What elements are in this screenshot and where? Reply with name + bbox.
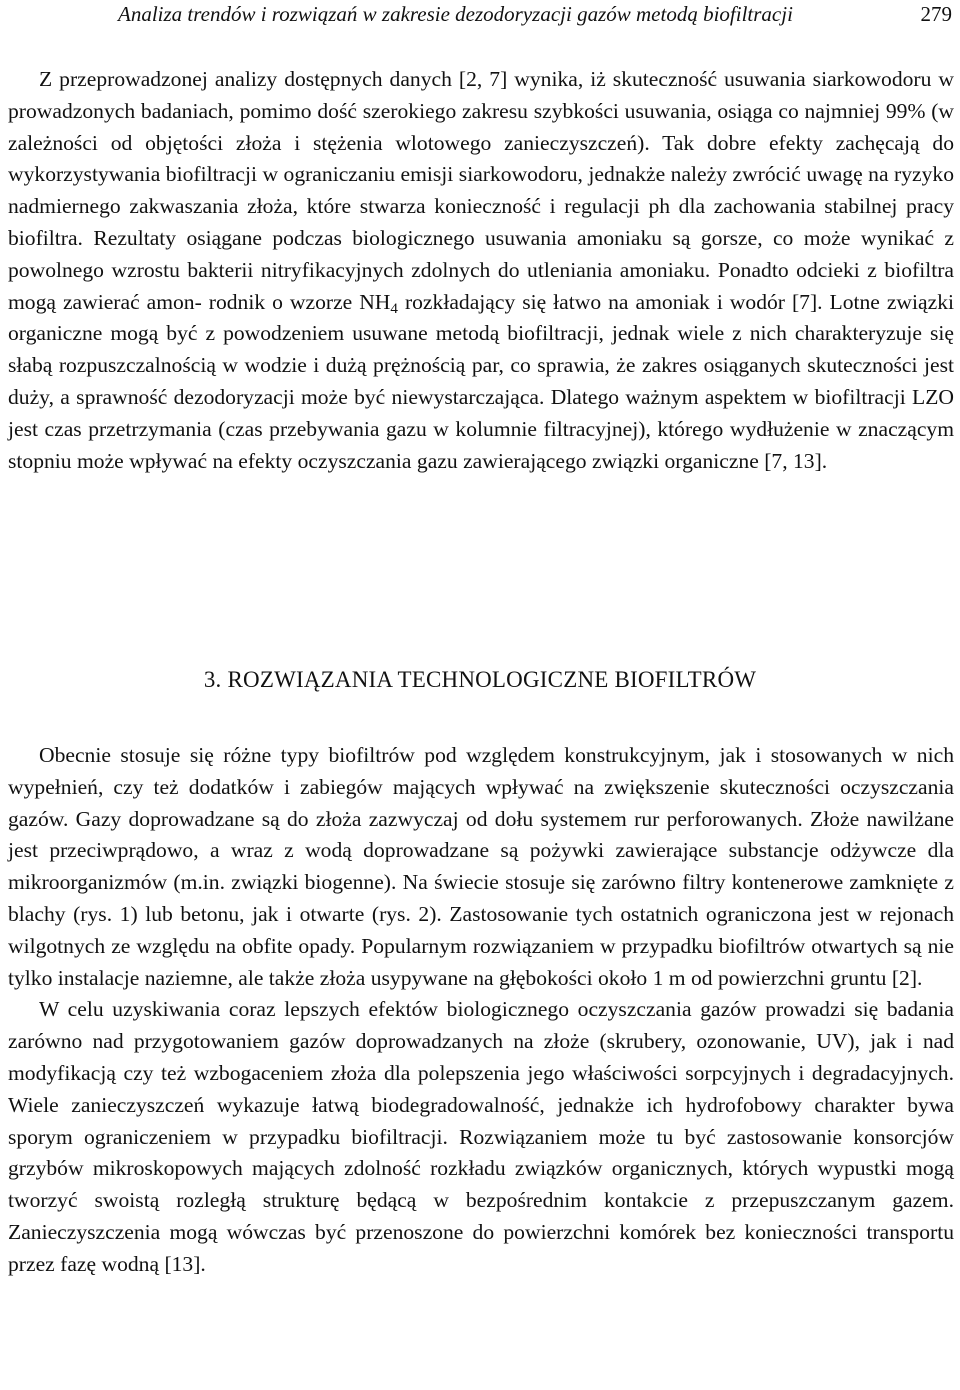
body-block-2 bbox=[8, 740, 954, 1281]
paragraph-1 bbox=[8, 64, 954, 477]
running-header bbox=[118, 0, 952, 28]
paragraph-2: Obecnie stosuje się różne typy biofiltrów pod względem konstrukcyjnym, jak i stosowanych w nich wypełnień, czy też dodatków i zabiegów mających wpływać na zwiększenie skuteczności oczyszczania gazów. Gazy doprowadzane są do złoża zazwyczaj od dołu systemem rur perforowanych. Złoże nawilżane jest przeciwprądowo, a wraz z wodą doprowadzane są pożywki zawierające substancje odżywcze dla mikroorganizmów (m.in. związki biogenne). Na świecie stosuje się zarówno filtry kontenerowe zamknięte z blachy (rys. 1) lub betonu, jak i otwarte (rys. 2). Zastosowanie tych ostatnich ograniczona jest w rejonach wilgotnych ze względu na obfite opady. Popularnym rozwiązaniem w przypadku biofiltrów otwartych są nie tylko instalacje naziemne, ale także złoża usypywane na głębokości około 1 m od powierzchni gruntu [2]. bbox=[8, 743, 954, 990]
paragraph-1-subscript: 4 bbox=[390, 300, 398, 317]
section-title: ROZWIĄZANIA TECHNOLOGICZNE BIOFILTRÓW bbox=[227, 667, 757, 692]
paragraph-1-text-b: rozkładający się łatwo na amoniak i wodór [7]. Lotne związki organiczne mogą być z powodzeniem usuwane metodą biofiltracji, jednak wiele z nich charakteryzuje się słabą rozpuszczalnością w wodzie i dużą prężnością par, co sprawia, że zakres osiąganych skuteczności jest duży, a sprawność dezodoryzacji może być niewystarczająca. Dlatego ważnym aspektem w biofiltracji LZO jest czas przetrzymania (czas przebywania gazu w kolumnie filtracyjnej), którego wydłużenie w znaczącym stopniu może wpływać na efekty oczyszczania gazu zawierającego związki organiczne [7, 13]. bbox=[8, 289, 954, 473]
section-number: 3. bbox=[203, 667, 222, 692]
body-block-1 bbox=[8, 64, 954, 477]
running-title: Analiza trendów i rozwiązań w zakresie dezodoryzacji gazów metodą biofiltracji bbox=[118, 2, 793, 26]
page-number: 279 bbox=[920, 2, 952, 26]
section-heading bbox=[0, 664, 960, 696]
paragraph-3: W celu uzyskiwania coraz lepszych efektów biologicznego oczyszczania gazów prowadzi się badania zarówno nad przygotowaniem gazów doprowadzanych na złoże (skrubery, ozonowanie, UV), jak i nad modyfikacją czy też wzbogaceniem złoża dla polepszenia jego właściwości sorpcyjnych i degradacyjnych. Wiele zanieczyszczeń wykazuje łatwą biodegradowalność, jednakże ich hydrofobowy charakter bywa sporym ograniczeniem w przypadku biofiltracji. Rozwiązaniem może tu być zastosowanie konsorcjów grzybów mikroskopowych mających zdolność rozkładu związków organicznych, których wypustki mogą tworzyć swoistą rozległą strukturę będącą w bezpośrednim kontakcie z przepuszczanym gazem. Zanieczyszczenia mogą wówczas być przenoszone do powierzchni komórek bez konieczności transportu przez fazę wodną [13]. bbox=[8, 997, 954, 1276]
paragraph-1-text-a: Z przeprowadzonej analizy dostępnych danych [2, 7] wynika, iż skuteczność usuwania siarkowodoru w prowadzonych badaniach, pomimo dość szerokiego zakresu szybkości usuwania, osiąga co najmniej 99% (w zależności od objętości złoża i stężenia wlotowego zanieczyszczeń). Tak dobre efekty zachęcają do wykorzystywania biofiltracji w ograniczaniu emisji siarkowodoru, jednakże należy zwrócić uwagę na ryzyko nadmiernego zakwaszania złoża, które stwarza konieczność i regulacji ph dla zachowania stabilnej pracy biofiltra. Rezultaty osiągane podczas biologicznego usuwania amoniaku są gorsze, co może wynikać z powolnego wzrostu bakterii nitryfikacyjnych zdolnych do utleniania amoniaku. Ponadto odcieki z biofiltra mogą zawierać amon- rodnik o wzorze NH bbox=[8, 67, 954, 314]
